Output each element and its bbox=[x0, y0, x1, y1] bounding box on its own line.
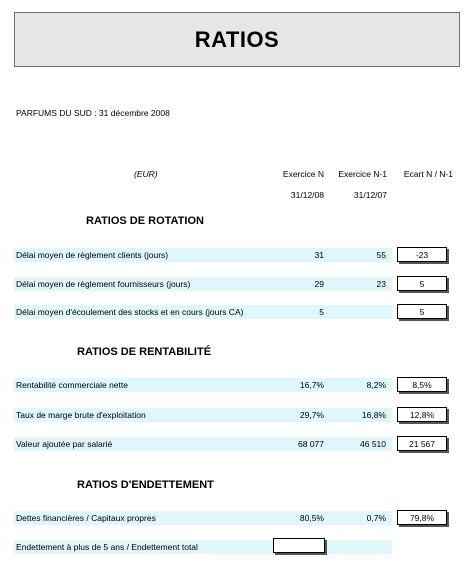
value-n1: 55 bbox=[376, 250, 386, 260]
section-title-rentabilite: RATIOS DE RENTABILITÉ bbox=[77, 346, 212, 358]
row-label: Rentabilité commerciale nette bbox=[16, 380, 128, 390]
ecart-box: 21 567 bbox=[397, 436, 447, 451]
currency-unit: (EUR) bbox=[134, 169, 158, 179]
row-label: Taux de marge brute d'exploitation bbox=[16, 410, 146, 420]
value-n: 31 bbox=[314, 250, 324, 260]
row-label: Endettement à plus de 5 ans / Endettement total bbox=[16, 542, 198, 552]
ecart-box: 5 bbox=[397, 276, 447, 291]
ecart-box: -23 bbox=[397, 247, 447, 262]
row-label: Délai moyen de règlement clients (jours) bbox=[16, 250, 169, 260]
column-date-n1: 31/12/07 bbox=[353, 190, 387, 200]
ecart-box: 79,8% bbox=[397, 510, 447, 525]
page-title: RATIOS bbox=[14, 12, 460, 67]
value-n-box bbox=[273, 538, 325, 553]
value-n1: 23 bbox=[376, 279, 386, 289]
section-title-endettement: RATIOS D'ENDETTEMENT bbox=[77, 479, 214, 491]
value-n: 5 bbox=[319, 307, 324, 317]
column-header-n1: Exercice N-1 bbox=[338, 169, 387, 179]
ecart-box: 5 bbox=[397, 304, 447, 319]
row-label: Délai moyen de règlement fournisseurs (jours) bbox=[16, 279, 191, 289]
value-n1: 8,2% bbox=[366, 380, 386, 390]
value-n: 29 bbox=[314, 279, 324, 289]
section-title-rotation: RATIOS DE ROTATION bbox=[86, 215, 204, 227]
value-n1: 0,7% bbox=[366, 513, 386, 523]
value-n: 80,5% bbox=[299, 513, 324, 523]
value-n: 16,7% bbox=[299, 380, 324, 390]
ecart-box: 8,5% bbox=[397, 377, 447, 392]
row-label: Valeur ajoutée par salarié bbox=[16, 439, 113, 449]
value-n: 68 077 bbox=[298, 439, 324, 449]
value-n: 29,7% bbox=[299, 410, 324, 420]
column-date-n: 31/12/08 bbox=[290, 190, 324, 200]
ecart-box: 12,8% bbox=[397, 407, 447, 422]
row-label: Dettes financières / Capitaux propres bbox=[16, 513, 156, 523]
column-header-n: Exercice N bbox=[282, 169, 324, 179]
row-label: Délai moyen d'écoulement des stocks et en cours (jours CA) bbox=[16, 307, 244, 317]
value-n1: 16,8% bbox=[361, 410, 386, 420]
value-n1: 46 510 bbox=[360, 439, 386, 449]
company-date-line: PARFUMS DU SUD : 31 décembre 2008 bbox=[16, 108, 170, 118]
column-header-ecart: Ecart N / N-1 bbox=[403, 169, 453, 179]
